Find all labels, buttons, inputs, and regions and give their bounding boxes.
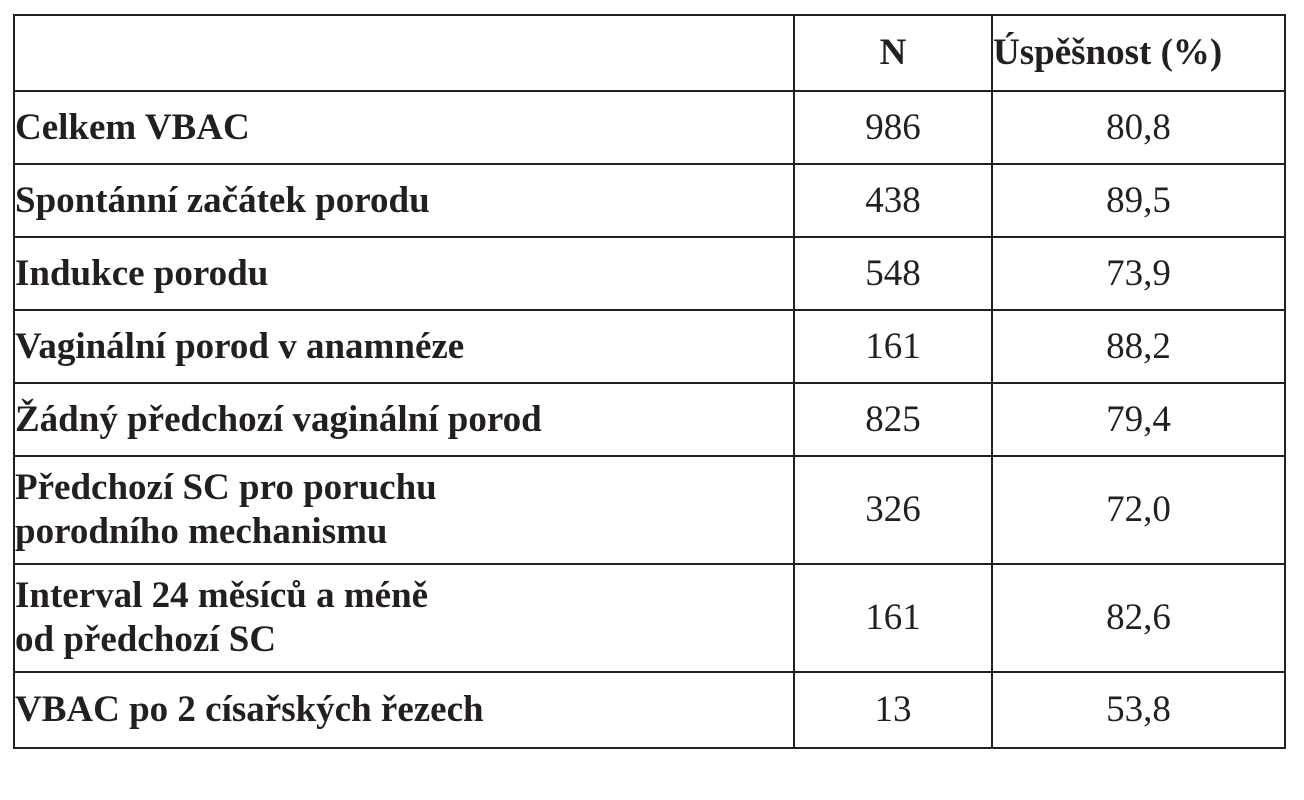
row-n-cell: 986 bbox=[794, 91, 992, 164]
row-label-line: Žádný předchozí vaginální porod bbox=[15, 398, 542, 440]
row-label-cell bbox=[14, 237, 794, 310]
table-row bbox=[14, 456, 1285, 564]
row-n-cell: 326 bbox=[794, 456, 992, 564]
row-label-line: porodního mechanismu bbox=[15, 511, 388, 552]
row-success-rate-cell: 73,9 bbox=[992, 237, 1285, 310]
row-n-cell: 161 bbox=[794, 310, 992, 383]
row-label-line: Celkem VBAC bbox=[15, 106, 250, 148]
header-success-rate-cell: Úspěšnost (%) bbox=[992, 15, 1285, 91]
row-n-cell: 438 bbox=[794, 164, 992, 237]
table-row bbox=[14, 564, 1285, 672]
row-label-line: Vaginální porod v anamnéze bbox=[15, 325, 465, 367]
row-label-line: Interval 24 měsíců a méně bbox=[15, 575, 429, 616]
table-row bbox=[14, 91, 1285, 164]
row-label-line: VBAC po 2 císařských řezech bbox=[15, 689, 484, 730]
table-row bbox=[14, 237, 1285, 310]
row-success-rate-cell: 89,5 bbox=[992, 164, 1285, 237]
row-label-cell bbox=[14, 456, 794, 564]
row-label-cell bbox=[14, 164, 794, 237]
table-row bbox=[14, 164, 1285, 237]
table-row bbox=[14, 672, 1285, 748]
row-label-cell bbox=[14, 672, 794, 748]
table-row bbox=[14, 383, 1285, 456]
row-label-line: Předchozí SC pro poruchu bbox=[15, 467, 437, 508]
header-n-cell: N bbox=[794, 15, 992, 91]
row-label-cell bbox=[14, 564, 794, 672]
row-success-rate-cell: 80,8 bbox=[992, 91, 1285, 164]
header-label-cell bbox=[14, 15, 794, 91]
row-success-rate-cell: 53,8 bbox=[992, 672, 1285, 748]
row-n-cell: 548 bbox=[794, 237, 992, 310]
row-label-line: Indukce porodu bbox=[15, 252, 269, 294]
row-label-cell bbox=[14, 310, 794, 383]
table-header-row bbox=[14, 15, 1285, 91]
row-success-rate-cell: 82,6 bbox=[992, 564, 1285, 672]
row-label-line: od předchozí SC bbox=[15, 619, 277, 660]
row-success-rate-cell: 88,2 bbox=[992, 310, 1285, 383]
row-n-cell: 13 bbox=[794, 672, 992, 748]
row-n-cell: 161 bbox=[794, 564, 992, 672]
row-label-line: Spontánní začátek porodu bbox=[15, 179, 430, 221]
row-label-cell bbox=[14, 91, 794, 164]
table-row bbox=[14, 310, 1285, 383]
row-label-cell bbox=[14, 383, 794, 456]
vbac-success-table bbox=[13, 14, 1286, 749]
row-success-rate-cell: 79,4 bbox=[992, 383, 1285, 456]
row-n-cell: 825 bbox=[794, 383, 992, 456]
row-success-rate-cell: 72,0 bbox=[992, 456, 1285, 564]
